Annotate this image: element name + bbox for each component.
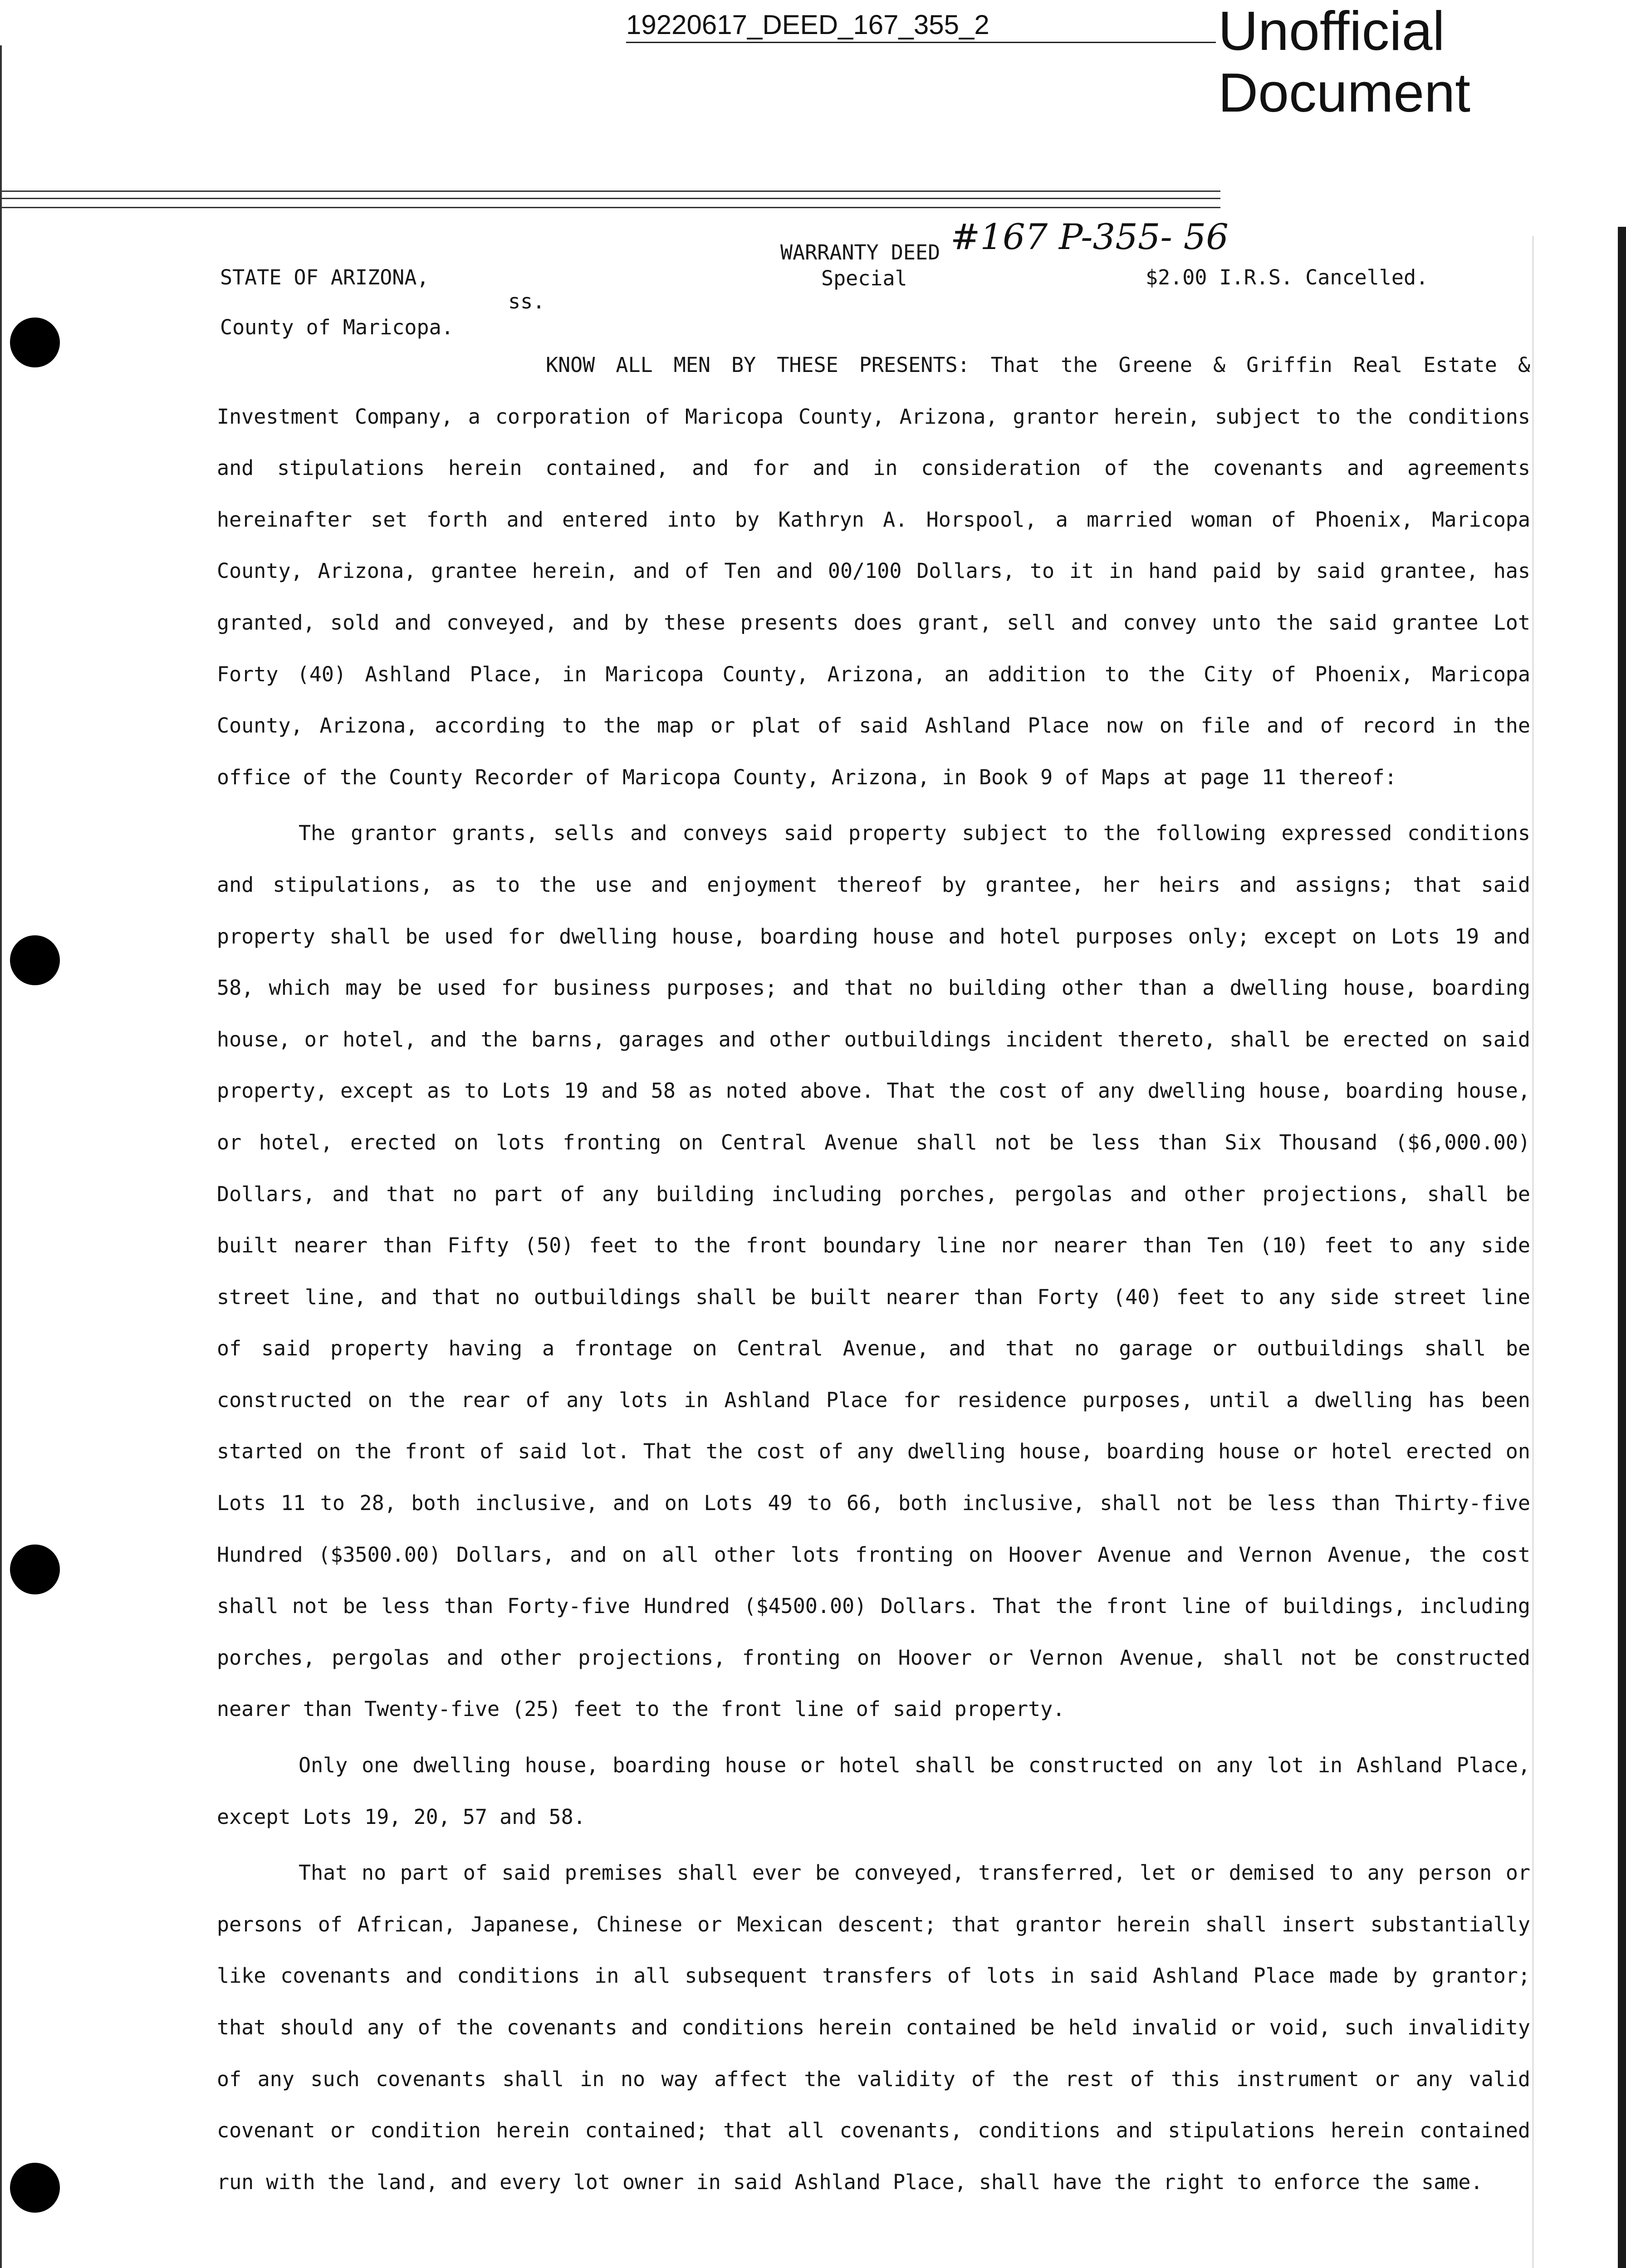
punch-hole [10,318,60,367]
top-rule-1 [0,191,1220,192]
stamp-line-2: Document [1218,62,1471,123]
scan-left-edge [0,45,2,2268]
stamp-line-1: Unofficial [1218,0,1445,62]
unofficial-stamp [1218,0,1470,123]
tax-stamp-note: $2.00 I.R.S. Cancelled. [1146,265,1429,289]
paragraph-conveyance: KNOW ALL MEN BY THESE PRESENTS: That the Greene & Griffin Real Estate & Investment Company, a corporation of Maricopa County, Arizona, grantor herein, subject to the conditions and stipulations herein contained, and for and in consideration of the covenants and agreements hereinafter set forth and entered into by Kathryn A. Horspool, a married woman of Phoenix, Maricopa County, Arizona, grantee herein, and of Ten and 00/100 Dollars, to it in hand paid by said grantee, has granted, sold and conveyed, and by these presents does grant, sell and convey unto the said grantee Lot Forty (40) Ashland Place, in Maricopa County, Arizona, an addition to the City of Phoenix, Maricopa County, Arizona, according to the map or plat of said Ashland Place now on file and of record in the office of the County Recorder of Maricopa County, Arizona, in Book 9 of Maps at page 11 thereof: [217,353,1530,789]
paragraph-conditions: The grantor grants, sells and conveys said property subject to the following expressed conditions and stipulations, as to the use and enjoyment thereof by grantee, her heirs and assigns; that said property shall be used for dwelling house, boarding house and hotel purposes only; except on Lots 19 and 58, which may be used for business purposes; and that no building other than a dwelling house, boarding house, or hotel, and the barns, garages and other outbuildings incident thereto, shall be erected on said property, except as to Lots 19 and 58 as noted above. That the cost of any dwelling house, boarding house, or hotel, erected on lots fronting on Central Avenue shall not be less than Six Thousand ($6,000.00) Dollars, and that no part of any building including porches, pergolas and other projections, shall be built nearer than Fifty (50) feet to the front boundary line nor nearer than Ten (10) feet to any side street line, and that no outbuildings shall be built nearer than Forty (40) feet to any side street line of said property having a frontage on Central Avenue, and that no garage or outbuildings shall be constructed on the rear of any lots in Ashland Place for residence purposes, until a dwelling has been started on the front of said lot. That the cost of any dwelling house, boarding house or hotel erected on Lots 11 to 28, both inclusive, and on Lots 49 to 66, both inclusive, shall not be less than Thirty-five Hundred ($3500.00) Dollars, and on all other lots fronting on Hoover Avenue and Vernon Avenue, the cost shall not be less than Forty-five Hundred ($4500.00) Dollars. That the front line of buildings, including porches, pergolas and other projections, fronting on Hoover or Vernon Avenue, shall not be constructed nearer than Twenty-five (25) feet to the front line of said property. [217,821,1530,1721]
county-label: County of Maricopa. [220,315,454,339]
deed-title: WARRANTY DEED [780,240,940,264]
scan-right-edge [1618,227,1626,2268]
paragraph-covenants: That no part of said premises shall ever be conveyed, transferred, let or demised to any person or persons of African, Japanese, Chinese or Mexican descent; that grantor herein shall insert substantially like covenants and conditions in all subsequent transfers of lots in said Ashland Place made by grantor; that should any of the covenants and conditions herein contained be held invalid or void, such invalidity of any such covenants shall in no way affect the validity of the rest of this instrument or any valid covenant or condition herein contained; that all covenants, conditions and stipulations herein contained run with the land, and every lot owner in said Ashland Place, shall have the right to enforce the same. [217,1861,1530,2194]
deed-body [217,339,1530,2212]
document-id: 19220617_DEED_167_355_2 [626,10,989,40]
deed-subtitle: Special [821,266,907,290]
document-id-underline [626,42,1216,43]
punch-hole [10,2163,60,2213]
state-label: STATE OF ARIZONA, [220,265,429,289]
top-rule-3 [0,207,1220,208]
ss-label: ss. [508,289,545,313]
paragraph-single-dwelling: Only one dwelling house, boarding house or hotel shall be constructed on any lot in Ashland Place, except Lots 19, 20, 57 and 58. [217,1753,1530,1829]
handwritten-book-page-reference: #167 P-355- 56 [950,217,1229,258]
top-rule-2 [0,198,1220,199]
punch-hole [10,1545,60,1594]
punch-hole [10,935,60,985]
